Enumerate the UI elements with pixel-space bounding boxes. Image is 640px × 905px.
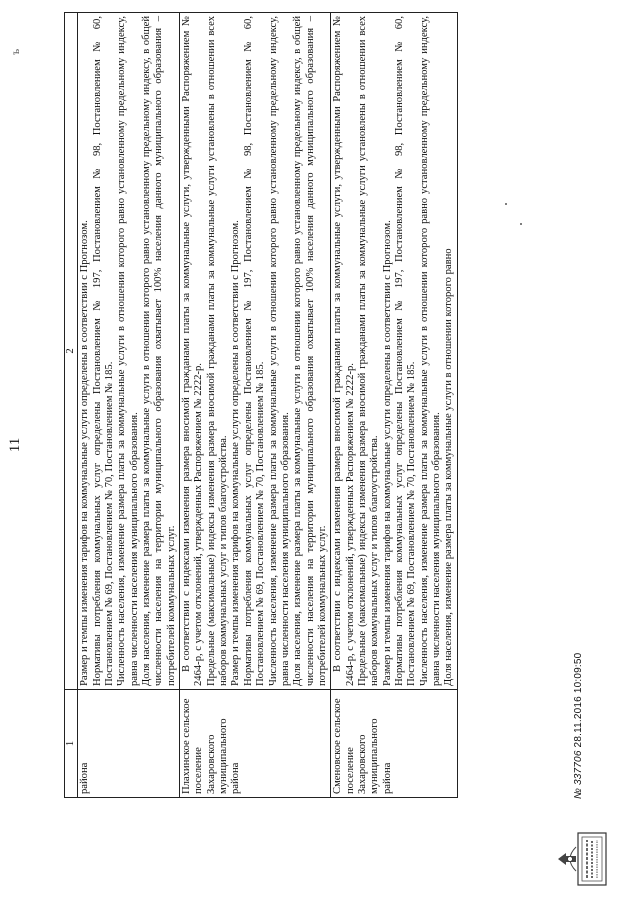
description-paragraph: Размер и темпы изменения тарифов на коммунальные услуги определены в соответствии с Прогнозом.	[79, 220, 91, 686]
description-paragraph: Численность населения, изменение размера платы за коммунальные услуги в отношении которого равно установленному предельному индексу, равна численности населения муниципального образования.	[267, 16, 291, 686]
description-paragraph: Нормативы потребления коммунальных услуг определены Постановлением № 197, Постановлением № 98, Постановлением № 60, Постановлением № 69, Постановлением № 70, Постановлением № 185.	[242, 16, 267, 686]
document-stamp	[548, 233, 638, 893]
description-paragraph: Предельные (максимальные) индексы изменения размера вносимой гражданами платы за коммунальные услуги установлены в отношении всех наборов коммунальных услуг и типов благоустройства.	[356, 16, 381, 686]
description-paragraph: Нормативы потребления коммунальных услуг определены Постановлением № 197, Постановлением № 98, Постановлением № 60, Постановлением № 69, Постановлением № 70, Постановлением № 185.	[91, 16, 116, 686]
scan-speck	[520, 223, 522, 225]
municipality-cell: района	[78, 690, 180, 798]
description-paragraph: Численность населения, изменение размера платы за коммунальные услуги в отношении которого равно установленному предельному индексу, равна численности населения муниципального образования.	[116, 16, 140, 686]
description-paragraph: Размер и темпы изменения тарифов на коммунальные услуги определены в соответствии с Прогнозом.	[381, 220, 393, 686]
description-paragraph: Численность населения, изменение размера платы за коммунальные услуги в отношении которого равно установленному предельному индексу, равна численности населения муниципального образования.	[418, 16, 442, 686]
municipality-cell: Плахинское сельское поселение Захаровского муниципального района	[180, 690, 331, 798]
description-paragraph: Размер и темпы изменения тарифов на коммунальные услуги определены в соответствии с Прогнозом.	[230, 220, 242, 686]
description-paragraph: Доля населения, изменение размера платы за коммунальные услуги в отношении которого равно установленному предельному индексу, в общей численности населения на территории муниципального образования охватывает 100% населения данного муниципального образования – потребителей коммунальных услуг.	[141, 16, 177, 686]
description-paragraph: Предельные (максимальные) индексы изменения размера вносимой гражданами платы за коммунальные услуги установлены в отношении всех наборов коммунальных услуг и типов благоустройства.	[205, 16, 230, 686]
table-row	[78, 13, 180, 798]
column-header: 2	[65, 13, 78, 690]
description-cell	[78, 13, 180, 690]
coat-of-arms-seal-icon	[554, 829, 610, 889]
table-row	[180, 13, 331, 798]
table-row	[331, 13, 457, 798]
municipality-cell: Сменовское сельское поселение Захаровского муниципального района	[331, 690, 457, 798]
description-paragraph: Доля населения, изменение размера платы за коммунальные услуги в отношении которого равно установленному предельному индексу, в общей численности населения на территории муниципального образования охватывает 100% населения данного муниципального образования – потребителей коммунальных услуг.	[292, 16, 328, 686]
column-header: 1	[65, 690, 78, 798]
scan-timestamp: 28.11.2016 10:09:50	[573, 652, 584, 748]
scan-stamp-text	[573, 653, 584, 799]
corner-mark: ъ	[8, 48, 22, 55]
page-number: 11	[7, 437, 23, 453]
description-paragraph: В соответствии с индексами изменения размера вносимой гражданами платы за коммунальные услуги, утвержденными Распоряжением № 2464-р, с учетом отклонений, утвержденных Распоряжением № 2222-р.	[332, 16, 356, 686]
table-header-row	[65, 13, 78, 798]
scan-speck	[505, 203, 507, 205]
tariff-table	[64, 12, 458, 798]
description-paragraph: В соответствии с индексами изменения размера вносимой гражданами платы за коммунальные услуги, утвержденными Распоряжением № 2464-р, с учетом отклонений, утвержденных Распоряжением № 2222-р.	[181, 16, 205, 686]
description-paragraph: Доля населения, изменение размера платы за коммунальные услуги в отношении которого равно	[443, 248, 455, 686]
scan-id: № 337706	[573, 750, 584, 799]
description-cell	[331, 13, 457, 690]
description-cell	[180, 13, 331, 690]
description-paragraph: Нормативы потребления коммунальных услуг определены Постановлением № 197, Постановлением № 98, Постановлением № 60, Постановлением № 69, Постановлением № 70, Постановлением № 185.	[393, 16, 418, 686]
